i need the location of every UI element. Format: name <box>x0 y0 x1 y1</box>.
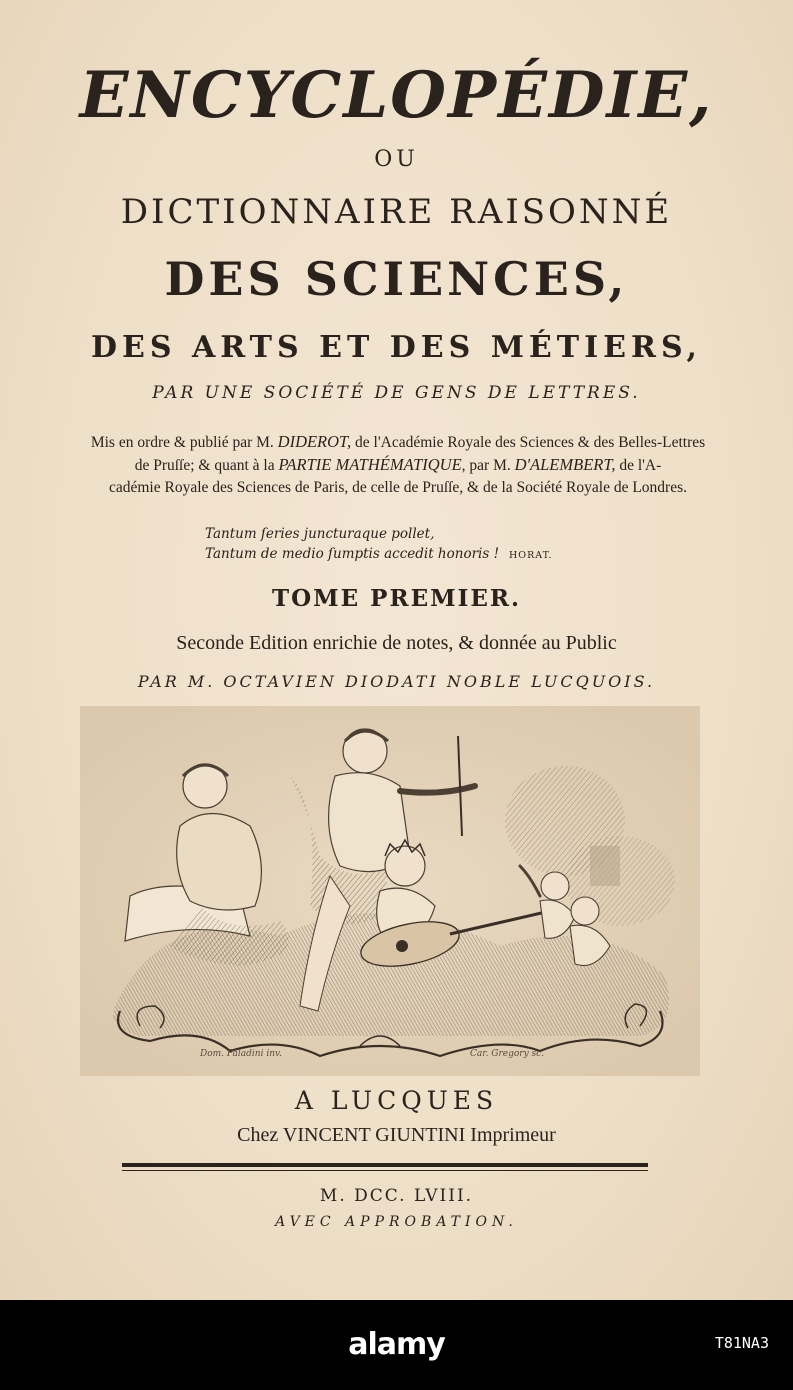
editors-line3: cadémie Royale des Sciences de Paris, de celle de Pruſſe, & de la Société Royale de Londres. <box>108 479 688 496</box>
subtitle-dictionnaire: DICTIONNAIRE RAISONNÉ <box>120 192 673 232</box>
double-rule-thick <box>122 1163 648 1167</box>
diodati-line: PAR M. OCTAVIEN DIODATI NOBLE LUCQUOIS. <box>137 672 656 691</box>
printer-line: Chez VINCENT GIUNTINI Imprimeur <box>237 1124 556 1146</box>
image-id: T81NA3 <box>714 1334 769 1352</box>
subtitle-ou: OU <box>374 147 419 172</box>
subtitle-societe: PAR UNE SOCIÉTÉ DE GENS DE LETTRES. <box>152 383 641 403</box>
edition-line: Seconde Edition enrichie de notes, & donnée au Public <box>176 632 617 654</box>
editors-line2-c: de l'A- <box>619 457 662 474</box>
tome-heading: TOME PREMIER. <box>272 585 521 612</box>
allegorical-engraving <box>80 706 700 1076</box>
editors-line2-b: , par M. <box>461 457 511 474</box>
editors-line1-a: Mis en ordre & publié par M. <box>90 434 274 451</box>
partie-mathematique: PARTIE MATHÉMATIQUE <box>278 455 462 474</box>
engraving-credit-left: Dom. Paladini inv. <box>200 1049 282 1059</box>
editors-line2-a: de Pruſſe; & quant à la <box>134 457 275 474</box>
publication-year: M. DCC. LVIII. <box>319 1186 474 1206</box>
approbation-line: AVEC APPROBATION. <box>275 1214 518 1230</box>
stock-watermark-bar <box>0 1300 793 1390</box>
quote-line-2: Tantum de medio ſumptis accedit honoris ! <box>205 546 499 562</box>
alembert-name: D'ALEMBERT, <box>514 455 616 474</box>
horace-quote <box>205 524 553 566</box>
alamy-logo: alamy <box>348 1327 445 1362</box>
image-id-block <box>715 1329 769 1357</box>
main-title: ENCYCLOPÉDIE, <box>79 58 714 133</box>
diderot-name: DIDEROT, <box>277 432 352 451</box>
double-rule-thin <box>122 1170 648 1171</box>
engraving-credit-right: Car. Gregory sc. <box>470 1049 545 1059</box>
subtitle-arts: DES ARTS ET DES MÉTIERS, <box>90 330 702 365</box>
subtitle-sciences: DES SCIENCES, <box>164 252 629 306</box>
editors-paragraph <box>48 431 748 499</box>
quote-attribution: HORAT. <box>509 550 553 561</box>
place-of-publication: A LUCQUES <box>294 1086 499 1115</box>
quote-line-1: Tantum ſeries juncturaque pollet, <box>205 526 435 542</box>
editors-line1-b: de l'Académie Royale des Sciences & des Belles-Lettres <box>355 434 706 451</box>
